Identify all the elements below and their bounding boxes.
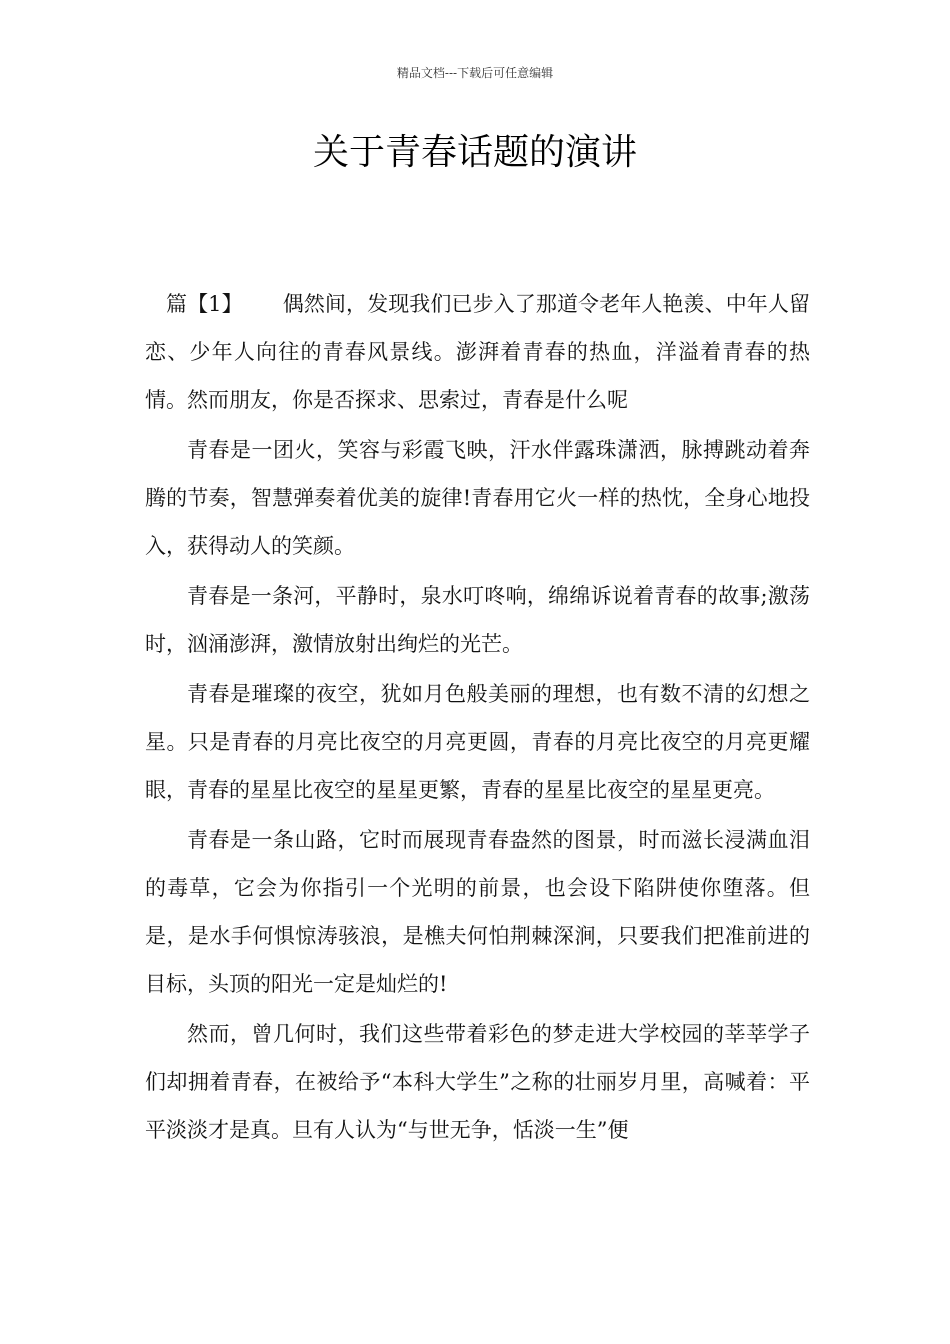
paragraph-3: 青春是一条河，平静时，泉水叮咚响，绵绵诉说着青春的故事;激荡时，汹涌澎湃，激情放射出绚烂的光芒。	[145, 584, 810, 656]
document-title: 关于青春话题的演讲	[312, 132, 637, 173]
paragraph-2: 青春是一团火，笑容与彩霞飞映，汗水伴露珠潇洒，脉搏跳动着奔腾的节奏，智慧弹奏着优美的旋律!青春用它火一样的热忱，全身心地投入，获得动人的笑颜。	[145, 438, 810, 558]
paragraph-5: 青春是一条山路，它时而展现青春盎然的图景，时而滋长浸满血泪的毒草，它会为你指引一个光明的前景，也会设下陷阱使你堕落。但是，是水手何惧惊涛骇浪，是樵夫何怕荆棘深涧，只要我们把准前进的目标，头顶的阳光一定是灿烂的!	[145, 828, 810, 996]
section-label: 篇【1】	[166, 292, 243, 316]
header-note: 精品文档---下载后可任意编辑	[396, 66, 554, 80]
paragraph-1	[145, 280, 810, 424]
paragraph-6: 然而，曾几何时，我们这些带着彩色的梦走进大学校园的莘莘学子们却拥着青春，在被给予“本科大学生”之称的壮丽岁月里，高喊着：平平淡淡才是真。旦有人认为“与世无争，恬淡一生”便	[145, 1022, 810, 1142]
paragraph-4: 青春是璀璨的夜空，犹如月色般美丽的理想，也有数不清的幻想之星。只是青春的月亮比夜空的月亮更圆，青春的月亮比夜空的月亮更耀眼，青春的星星比夜空的星星更繁，青春的星星比夜空的星星更亮。	[145, 682, 810, 802]
paragraph-1-text: 偶然间，发现我们已步入了那道令老年人艳羡、中年人留恋、少年人向往的青春风景线。澎湃着青春的热血，洋溢着青春的热情。然而朋友，你是否探求、思索过，青春是什么呢	[145, 292, 810, 412]
document-body	[145, 280, 810, 1156]
